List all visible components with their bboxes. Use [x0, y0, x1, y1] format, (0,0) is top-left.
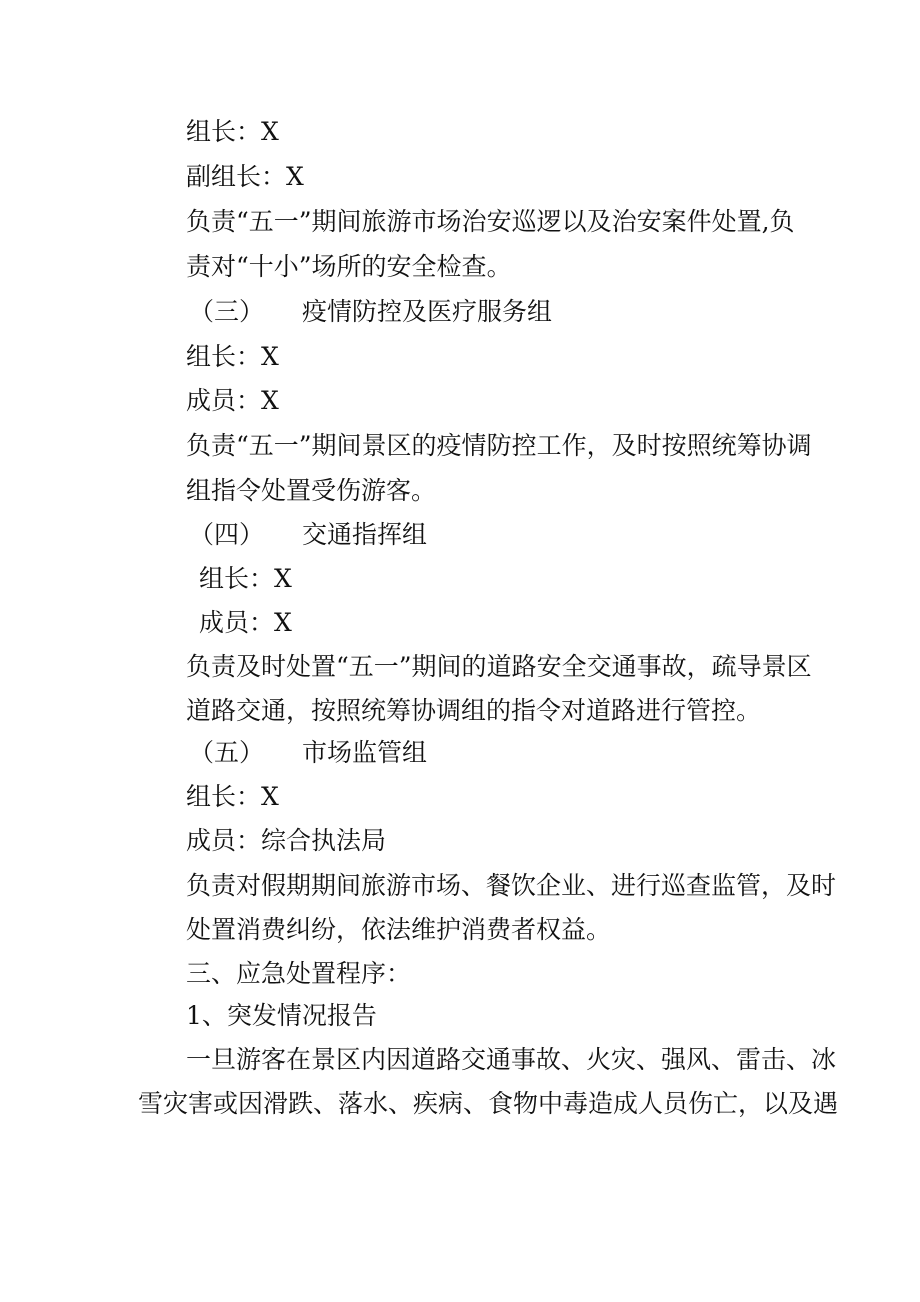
group3-member: 成员：X — [186, 386, 279, 415]
group2-deputy: 副组长：X — [186, 162, 304, 191]
section3-para-line2: 雪灾害或因滑跌、落水、疾病、食物中毒造成人员伤亡，以及遇 — [138, 1089, 839, 1118]
group4-number: （四） — [189, 520, 265, 549]
group3-leader: 组长：X — [186, 342, 279, 371]
group5-duty-line2: 处置消费纠纷，依法维护消费者权益。 — [186, 915, 612, 944]
group4-duty-line2: 道路交通，按照统筹协调组的指令对道路进行管控。 — [186, 696, 762, 725]
group5-heading — [189, 738, 427, 768]
group4-duty-line1: 负责及时处置“五一”期间的道路安全交通事故，疏导景区 — [186, 652, 812, 681]
group3-number: （三） — [189, 297, 265, 326]
group3-duty-line1: 负责“五一”期间景区的疫情防控工作，及时按照统筹协调 — [186, 431, 812, 460]
group4-heading — [189, 520, 427, 550]
group3-title: 疫情防控及医疗服务组 — [302, 297, 553, 326]
group4-title: 交通指挥组 — [302, 520, 428, 549]
group5-leader: 组长：X — [186, 782, 279, 811]
group5-duty-line1: 负责对假期期间旅游市场、餐饮企业、进行巡查监管，及时 — [186, 871, 837, 900]
group5-title: 市场监管组 — [302, 738, 428, 767]
group5-member: 成员：综合执法局 — [186, 826, 387, 855]
section3-para-line1: 一旦游客在景区内因道路交通事故、火灾、强风、雷击、冰 — [186, 1045, 837, 1074]
group2-duty-line2: 责对“十小”场所的安全检查。 — [186, 252, 512, 281]
section3-subheading: 1、突发情况报告 — [186, 1001, 377, 1030]
section3-heading: 三、应急处置程序： — [186, 959, 412, 988]
group3-heading — [189, 297, 552, 327]
group3-duty-line2: 组指令处置受伤游客。 — [186, 476, 437, 505]
group4-member: 成员：X — [199, 608, 292, 637]
group2-duty-line1: 负责“五一”期间旅游市场治安巡逻以及治安案件处置,负 — [186, 207, 795, 236]
group4-leader: 组长：X — [199, 564, 292, 593]
group5-number: （五） — [189, 738, 265, 767]
group2-leader: 组长：X — [186, 117, 279, 146]
